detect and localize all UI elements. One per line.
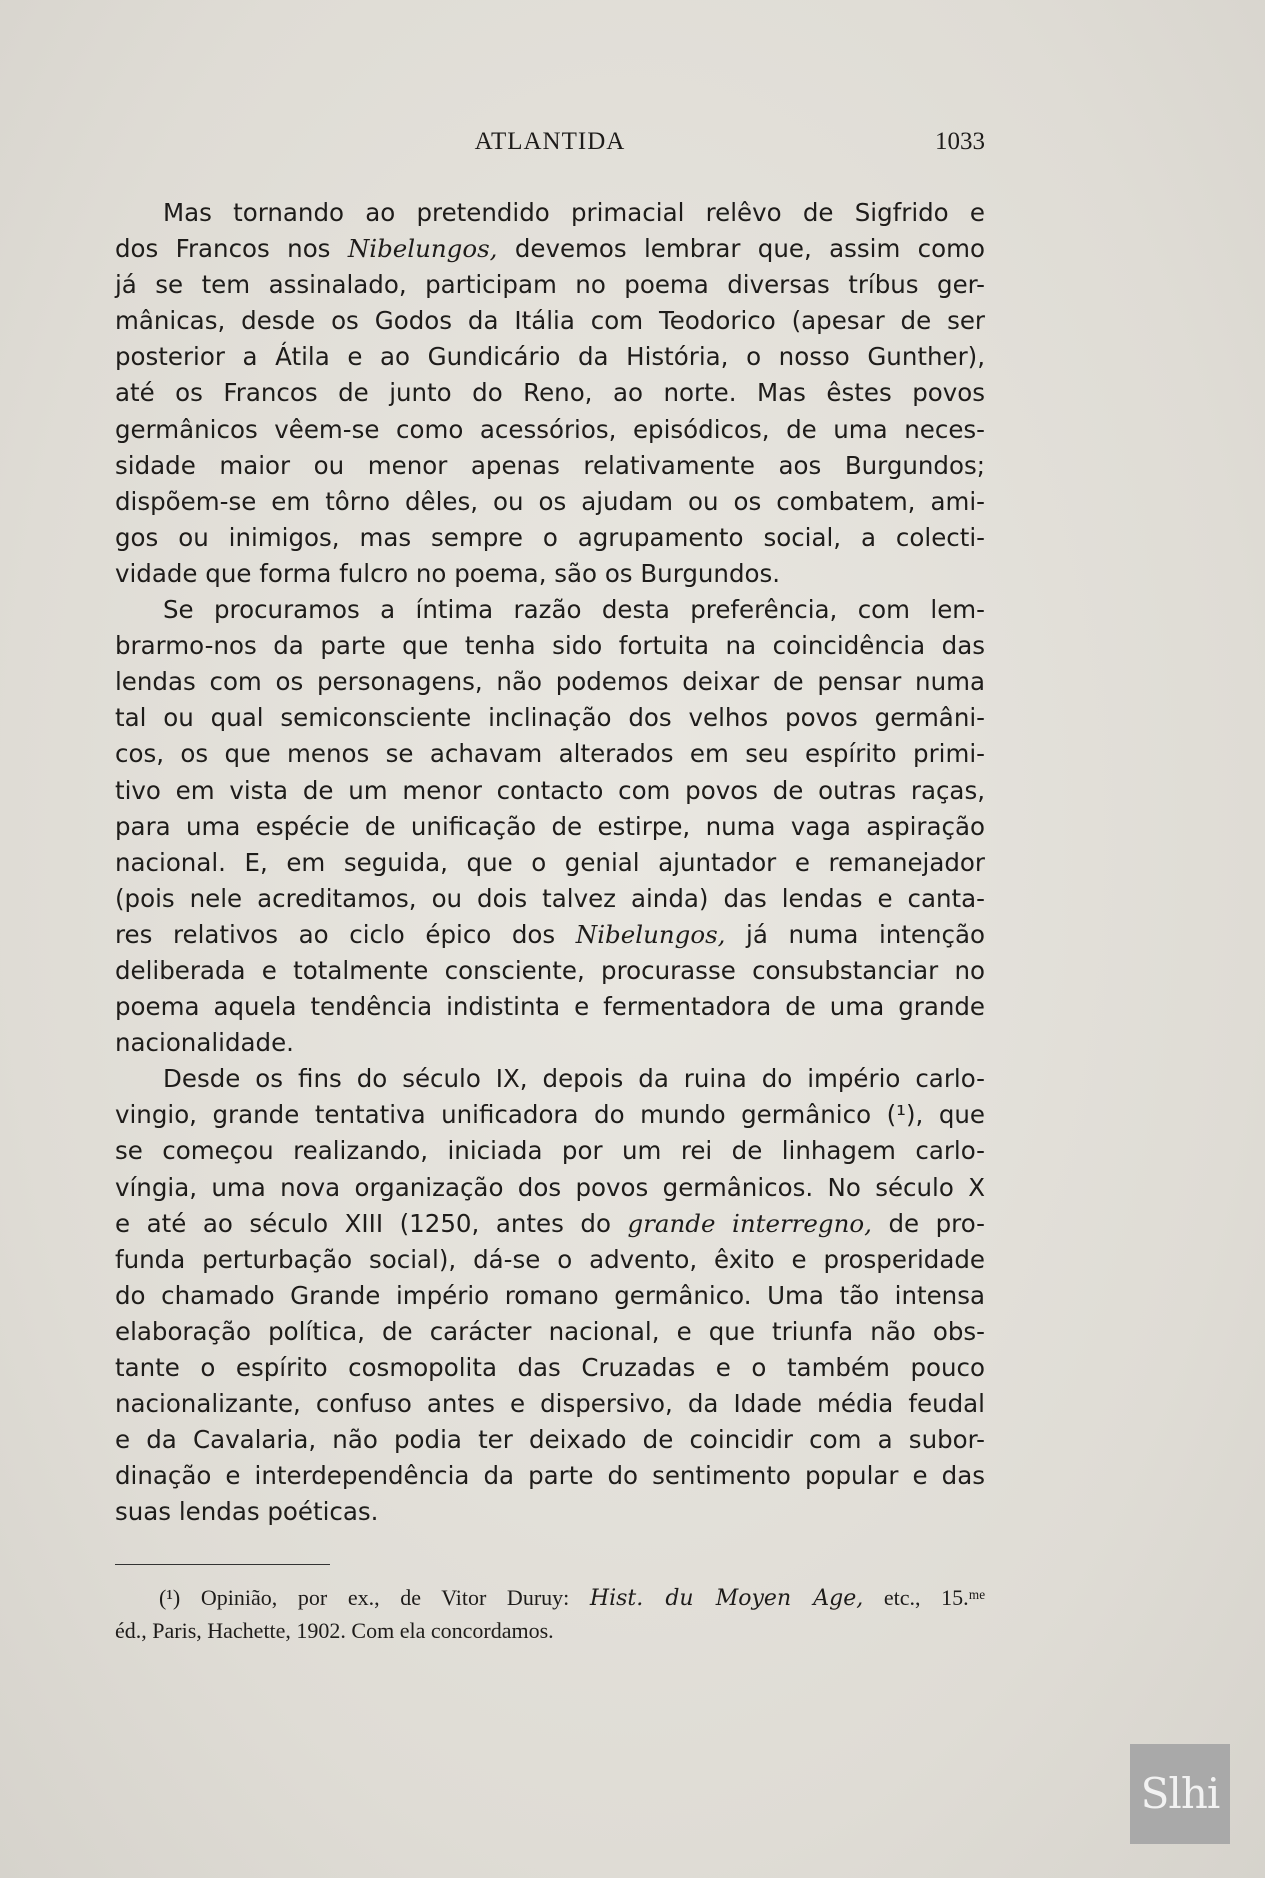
text-segment: éd., Paris, Hachette, 1902. Com ela concordamos. xyxy=(115,1618,554,1643)
page-number: 1033 xyxy=(935,128,985,155)
text-segment: germânicos vêem-se como acessórios, episódicos, de uma neces- xyxy=(115,414,985,444)
text-line xyxy=(115,1314,985,1350)
text-line xyxy=(115,1386,985,1422)
text-line xyxy=(115,1170,985,1206)
text-line xyxy=(115,1206,985,1242)
text-segment: poema aquela tendência indistinta e fermentadora de uma grande xyxy=(115,992,985,1022)
text-segment: funda perturbação social), dá-se o advento, êxito e prosperidade xyxy=(115,1244,985,1274)
text-segment: para uma espécie de unificação de estirpe, numa vaga aspiração xyxy=(115,811,985,841)
text-line xyxy=(115,917,985,953)
text-line xyxy=(115,520,985,556)
text-segment: vingio, grande tentativa unificadora do mundo germânico (¹), que xyxy=(115,1100,985,1130)
paragraph xyxy=(115,592,985,1061)
text-segment: etc., 15.ᵐᵉ xyxy=(863,1585,985,1610)
text-segment: mânicas, desde os Godos da Itália com Teodorico (apesar de ser xyxy=(115,306,985,336)
text-line xyxy=(115,1458,985,1494)
text-line xyxy=(115,1615,985,1647)
text-segment: elaboração política, de carácter nacional, e que triunfa não obs- xyxy=(115,1316,985,1346)
text-segment: posterior a Átila e ao Gundicário da História, o nosso Gunther), xyxy=(115,342,985,372)
text-segment: já se tem assinalado, participam no poema diversas tríbus ger- xyxy=(115,270,985,300)
paragraph xyxy=(115,195,985,592)
text-segment: Se procuramos a íntima razão desta preferência, com lem- xyxy=(163,595,985,625)
text-segment: tante o espírito cosmopolita das Cruzadas e o também pouco xyxy=(115,1353,985,1382)
text-line xyxy=(115,809,985,845)
text-segment: (pois nele acreditamos, ou dois talvez ainda) das lendas e canta- xyxy=(115,883,985,913)
text-segment: e até ao século XIII (1250, antes do xyxy=(115,1208,628,1238)
text-segment: dinação e interdependência da parte do sentimento popular e das xyxy=(115,1461,985,1491)
text-line xyxy=(115,556,985,592)
text-line xyxy=(115,1350,985,1386)
text-line xyxy=(115,736,985,772)
text-line xyxy=(115,700,985,736)
text-line xyxy=(115,1133,985,1169)
text-line xyxy=(115,1582,985,1615)
text-line xyxy=(115,773,985,809)
text-line xyxy=(115,1025,985,1061)
text-line xyxy=(115,231,985,267)
library-logo: Slhi xyxy=(1130,1744,1230,1844)
text-line xyxy=(115,1242,985,1278)
text-segment: até os Francos de junto do Reno, ao norte. Mas êstes povos xyxy=(115,378,985,408)
text-line xyxy=(115,412,985,448)
text-segment: e da Cavalaria, não podia ter deixado de coincidir com a subor- xyxy=(115,1425,985,1455)
text-segment: já numa intenção xyxy=(725,919,985,949)
text-segment: do chamado Grande império romano germânico. Uma tão intensa xyxy=(115,1280,985,1310)
text-line xyxy=(115,628,985,664)
text-segment: tivo em vista de um menor contacto com povos de outras raças, xyxy=(115,775,985,805)
italic-segment: grande interregno, xyxy=(627,1208,872,1238)
text-segment: brarmo-nos da parte que tenha sido fortuita na coincidência das xyxy=(115,631,985,661)
text-line xyxy=(115,195,985,231)
page-header xyxy=(115,128,985,164)
text-line xyxy=(115,1422,985,1458)
italic-segment: Nibelungos, xyxy=(347,234,498,264)
text-line xyxy=(115,1494,985,1530)
paragraph xyxy=(115,1061,985,1530)
text-line xyxy=(115,375,985,411)
text-segment: (¹) Opinião, por ex., de Vitor Duruy: xyxy=(159,1585,590,1610)
text-segment: nacionalizante, confuso antes e dispersivo, da Idade média feudal xyxy=(115,1389,985,1419)
text-segment: Mas tornando ao pretendido primacial relêvo de Sigfrido e xyxy=(163,198,985,227)
text-segment: nacional. E, em seguida, que o genial ajuntador e remanejador xyxy=(115,847,985,877)
text-segment: cos, os que menos se achavam alterados em seu espírito primi- xyxy=(115,739,985,769)
text-segment: dos Francos nos xyxy=(115,234,348,264)
text-segment: devemos lembrar que, assim como xyxy=(497,234,985,264)
text-segment: de pro- xyxy=(871,1208,986,1238)
text-line xyxy=(115,1061,985,1097)
text-segment: res relativos ao ciclo épico dos xyxy=(115,919,576,949)
text-line xyxy=(115,664,985,700)
text-segment: dispõem-se em tôrno dêles, ou os ajudam ou os combatem, ami- xyxy=(115,486,985,516)
text-line xyxy=(115,1097,985,1133)
italic-segment: Hist. du Moyen Age, xyxy=(589,1586,864,1611)
footnote-separator xyxy=(115,1564,330,1565)
text-segment: tal ou qual semiconsciente inclinação dos velhos povos germâni- xyxy=(115,703,985,733)
text-line xyxy=(115,881,985,917)
text-line xyxy=(115,1278,985,1314)
footnote xyxy=(115,1582,985,1647)
text-segment: sidade maior ou menor apenas relativamente aos Burgundos; xyxy=(115,450,985,480)
text-line xyxy=(115,989,985,1025)
text-line xyxy=(115,339,985,375)
text-line xyxy=(115,448,985,484)
text-segment: deliberada e totalmente consciente, procurasse consubstanciar no xyxy=(115,955,985,985)
text-line xyxy=(115,592,985,628)
text-segment: vidade que forma fulcro no poema, são os Burgundos. xyxy=(115,558,781,588)
text-segment: nacionalidade. xyxy=(115,1028,294,1058)
text-segment: lendas com os personagens, não podemos deixar de pensar numa xyxy=(115,667,985,697)
text-line xyxy=(115,303,985,339)
text-segment: Desde os fins do século IX, depois da ruina do império carlo- xyxy=(163,1064,985,1094)
text-segment: suas lendas poéticas. xyxy=(115,1497,379,1527)
text-line xyxy=(115,484,985,520)
text-segment: víngia, uma nova organização dos povos germânicos. No século X xyxy=(115,1172,985,1202)
text-line xyxy=(115,845,985,881)
running-title: ATLANTIDA xyxy=(474,128,626,155)
text-line xyxy=(115,953,985,989)
body-text xyxy=(115,195,985,1530)
text-line xyxy=(115,267,985,303)
text-segment: gos ou inimigos, mas sempre o agrupamento social, a colecti- xyxy=(115,522,985,552)
italic-segment: Nibelungos, xyxy=(575,919,726,949)
text-segment: se começou realizando, iniciada por um rei de linhagem carlo- xyxy=(115,1136,985,1166)
